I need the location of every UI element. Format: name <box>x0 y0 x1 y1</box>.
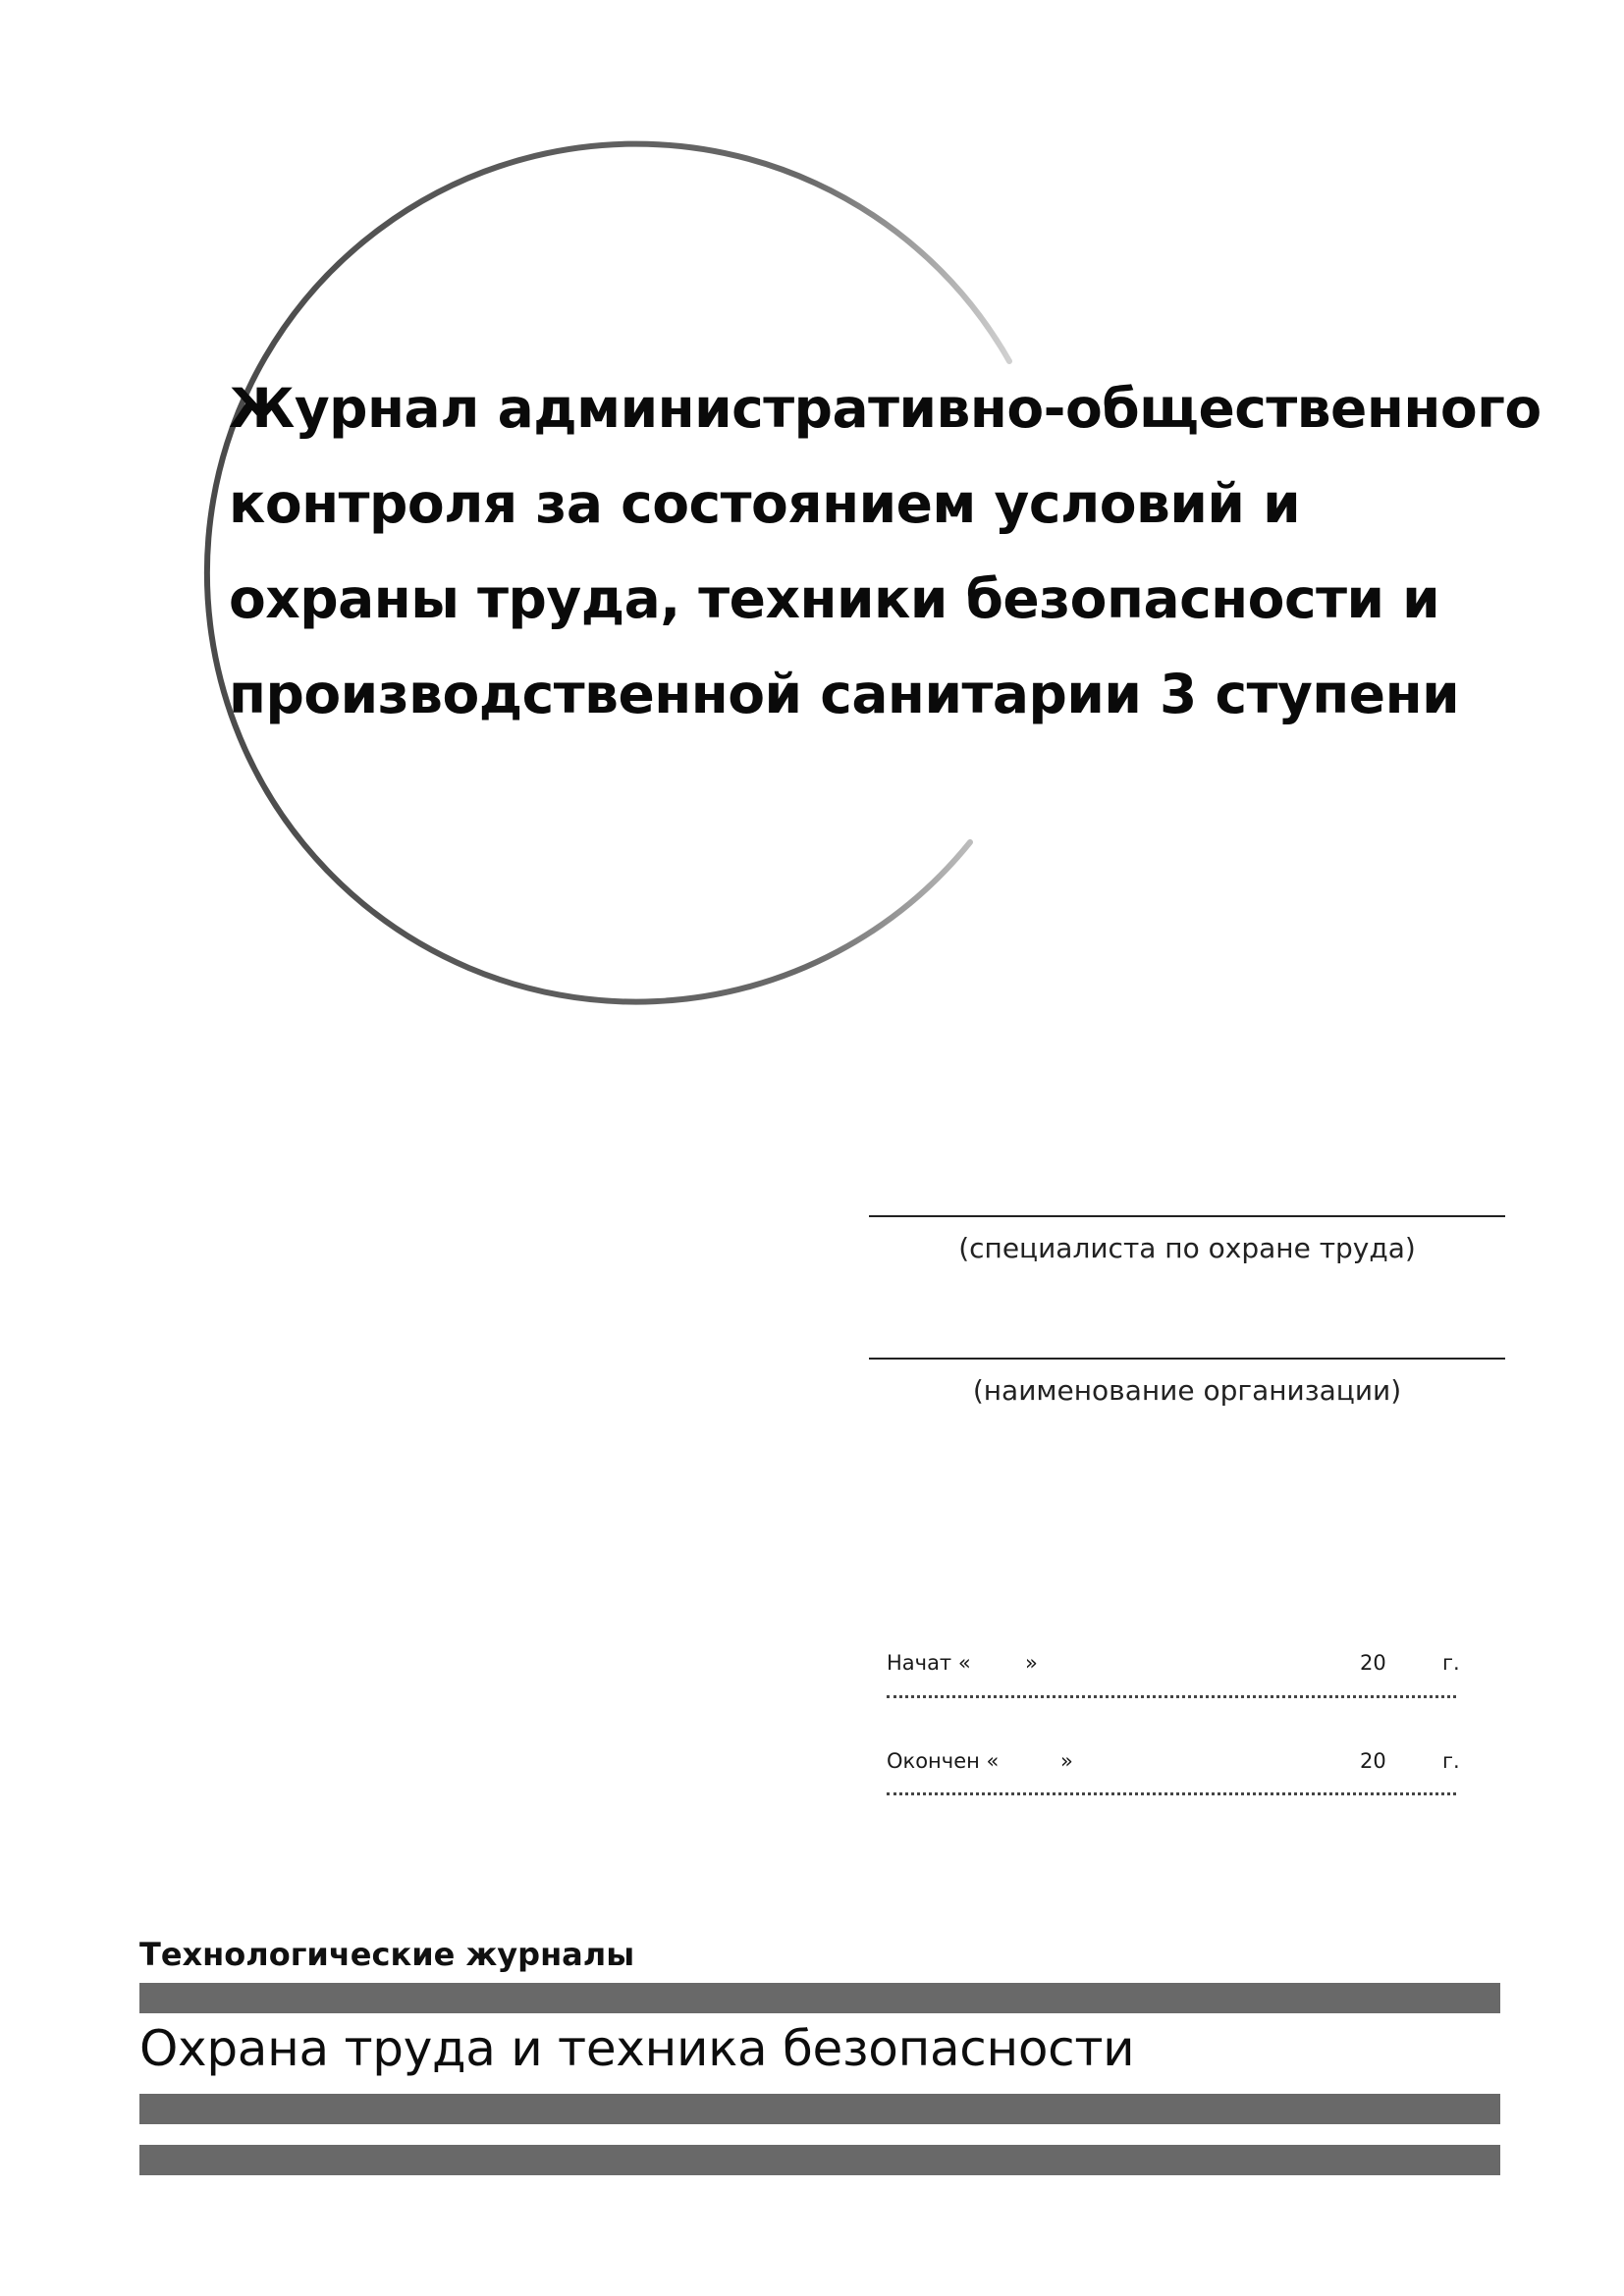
start-date-year-suffix: г. <box>1442 1651 1460 1675</box>
start-date-close-quote: » <box>1025 1651 1038 1675</box>
divider-bar-middle <box>139 2094 1500 2124</box>
start-date-year-prefix: 20 <box>1360 1651 1386 1675</box>
start-date-field[interactable] <box>887 1695 1456 1698</box>
specialist-signature-line[interactable] <box>869 1215 1505 1217</box>
section-heading: Охрана труда и техника безопасности <box>139 2020 1135 2077</box>
title-line-1: Журнал административно-общественного <box>229 377 1542 440</box>
organization-name-line[interactable] <box>869 1358 1505 1360</box>
page-title <box>229 361 1542 742</box>
series-label: Технологические журналы <box>139 1936 635 1973</box>
title-line-4: производственной санитарии 3 ступени <box>229 663 1460 725</box>
divider-bar-top <box>139 1983 1500 2013</box>
start-date-row <box>887 1651 1460 1690</box>
end-date-year-suffix: г. <box>1442 1749 1460 1773</box>
end-date-label: Окончен « <box>887 1749 1000 1773</box>
organization-caption: (наименование организации) <box>972 1374 1402 1407</box>
title-line-2: контроля за состоянием условий и <box>229 472 1301 535</box>
end-date-row <box>887 1749 1460 1789</box>
end-date-close-quote: » <box>1060 1749 1073 1773</box>
title-line-3: охраны труда, техники безопасности и <box>229 567 1440 630</box>
end-date-field[interactable] <box>887 1792 1456 1795</box>
divider-bar-bottom <box>139 2145 1500 2175</box>
end-date-year-prefix: 20 <box>1360 1749 1386 1773</box>
start-date-label: Начат « <box>887 1651 971 1675</box>
specialist-caption: (специалиста по охране труда) <box>958 1232 1416 1264</box>
